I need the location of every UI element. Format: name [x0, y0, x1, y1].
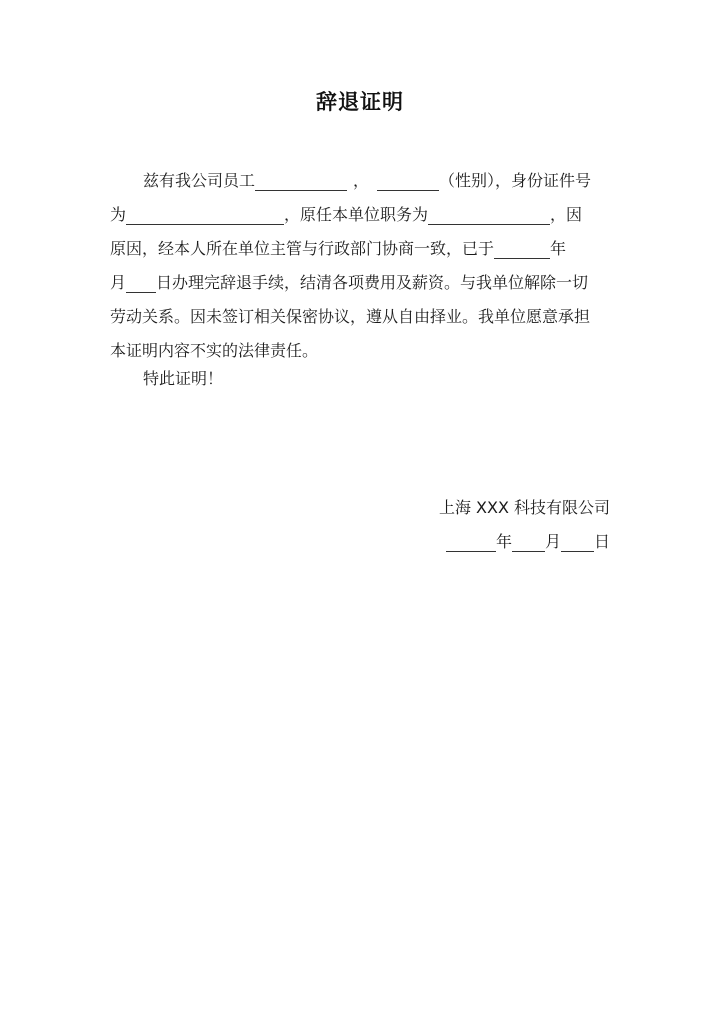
sig-year-blank	[446, 533, 496, 552]
document-title: 辞退证明	[316, 90, 404, 114]
text-segment: 为	[110, 205, 127, 224]
company-name-text: 上海 XXX 科技有限公司	[438, 498, 610, 517]
id-number-blank	[126, 206, 284, 225]
sig-month-label: 月	[544, 532, 561, 551]
body-line-1	[110, 164, 643, 198]
body-line-5	[110, 300, 610, 334]
closing-statement: 特此证明！	[143, 369, 224, 388]
gender-blank	[377, 172, 439, 191]
company-name	[439, 491, 610, 525]
text-segment: （性别），身份证件号	[439, 171, 592, 190]
body-line-2	[110, 198, 610, 232]
position-blank	[428, 206, 550, 225]
sig-year-label: 年	[495, 532, 512, 551]
sig-month-blank	[512, 533, 545, 552]
text-segment: 兹有我公司员工	[143, 171, 256, 190]
text-segment: 月	[110, 273, 127, 292]
employee-name-blank	[255, 172, 347, 191]
text-segment: ，原任本单位职务为	[284, 205, 429, 224]
body-line-3	[110, 232, 610, 266]
sig-day-label: 日	[593, 532, 610, 551]
text-segment: ，因	[550, 205, 583, 224]
year-blank	[494, 240, 550, 259]
signature-block	[439, 491, 610, 559]
text-segment: 原因，经本人所在单位主管与行政部门协商一致，已于	[110, 239, 495, 258]
month-blank	[126, 274, 156, 293]
text-segment: 劳动关系。因未签订相关保密协议，遵从自由择业。我单位愿意承担	[110, 307, 591, 326]
text-segment: ，	[353, 171, 370, 190]
text-segment: 本证明内容不实的法律责任。	[110, 341, 319, 360]
body-line-4	[110, 266, 610, 300]
sig-day-blank	[561, 533, 594, 552]
text-segment: 日办理完辞退手续，结清各项费用及薪资。与我单位解除一切	[156, 273, 589, 292]
document-body	[110, 164, 610, 368]
text-segment: 年	[550, 239, 567, 258]
signature-date	[439, 525, 610, 559]
